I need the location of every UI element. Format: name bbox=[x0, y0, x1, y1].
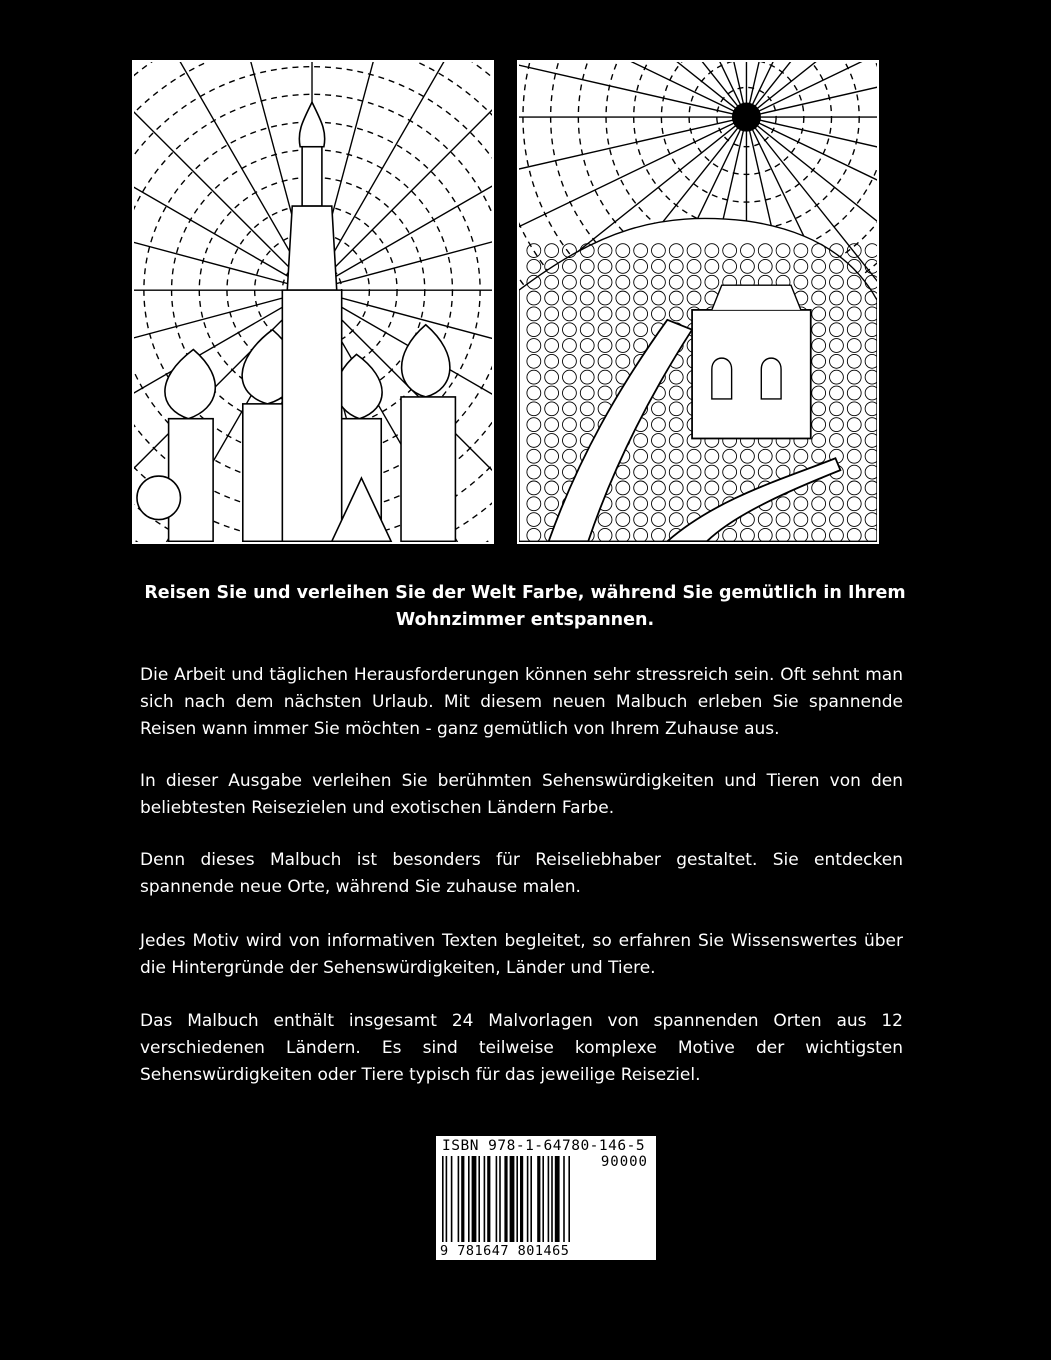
wall-illustration bbox=[517, 60, 879, 544]
cathedral-illustration bbox=[132, 60, 494, 544]
paragraph-informative-texts: Jedes Motiv wird von informativen Texten begleitet, so erfahren Sie Wissenswertes über die Hintergründe der Sehenswürdigkeiten, Länder und Tiere. bbox=[140, 931, 903, 978]
price-code: 90000 bbox=[600, 1154, 648, 1170]
paragraph-edition: In dieser Ausgabe verleihen Sie berühmten Sehenswürdigkeiten und Tieren von den beliebtesten Reisezielen und exotischen Ländern Farbe. bbox=[140, 771, 903, 818]
headline: Reisen Sie und verleihen Sie der Welt Farbe, während Sie gemütlich in Ihrem Wohnzimmer entspannen. bbox=[144, 583, 906, 630]
barcode-bars bbox=[442, 1156, 582, 1242]
paragraph-intro: Die Arbeit und täglichen Herausforderungen können sehr stressreich sein. Oft sehnt man sich nach dem nächsten Urlaub. Mit diesem neuen Malbuch erleben Sie spannende Reisen wann immer Sie möchten - ganz gemütlich von Ihrem Zuhause aus. bbox=[140, 665, 903, 739]
ean-digits: 9 781647 801465 bbox=[440, 1243, 570, 1259]
isbn-text: ISBN 978-1-64780-146-5 bbox=[442, 1138, 646, 1154]
paragraph-travel-lovers: Denn dieses Malbuch ist besonders für Reiseliebhaber gestaltet. Sie entdecken spannende neue Orte, während Sie zuhause malen. bbox=[140, 850, 903, 897]
onion-domes bbox=[137, 102, 455, 541]
isbn-barcode bbox=[436, 1136, 656, 1260]
paragraph-contents: Das Malbuch enthält insgesamt 24 Malvorlagen von spannenden Orten aus 12 verschiedenen Ländern. Es sind teilweise komplexe Motive der wichtigsten Sehenswürdigkeiten oder Tiere typisch für das jeweilige Reiseziel. bbox=[140, 1011, 903, 1085]
